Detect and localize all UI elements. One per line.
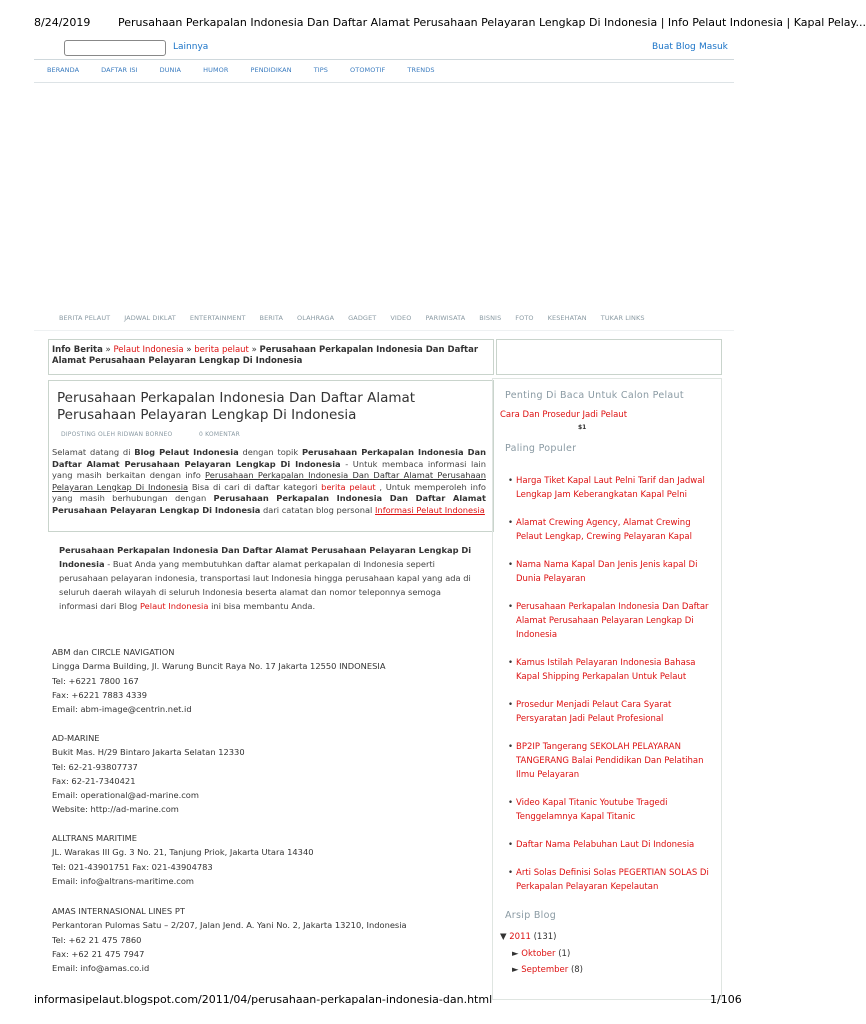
intro-post-link[interactable]: Perusahaan Perkapalan Indonesia Dan Daftar Alamat Perusahaan Pelayaran Lengkap Di Indonesia [52,470,486,492]
company-fax: Fax: 62-21-7340421 [52,775,136,786]
breadcrumb-separator: » [248,345,260,355]
popular-post-item[interactable] [508,698,716,726]
post-title: Perusahaan Perkapalan Indonesia Dan Daftar Alamat Perusahaan Pelayaran Lengkap Di Indonesia [57,390,416,423]
company-name: ABM dan CIRCLE NAVIGATION [52,647,175,657]
category-item[interactable]: FOTO [515,314,534,322]
category-item[interactable]: PARIWISATA [425,314,466,322]
print-page-number: 1/106 [710,993,742,1006]
breadcrumb-separator: » [102,345,114,355]
bullet-icon: • [508,658,514,668]
popular-post-link[interactable]: Perusahaan Perkapalan Indonesia Dan Daftar Alamat Perusahaan Pelayaran Lengkap Di Indonesia [516,602,709,640]
bullet-icon: • [508,868,514,878]
bullet-icon: • [508,798,514,808]
company-address: Perkantoran Pulomas Satu – 2/207, Jalan Jend. A. Yani No. 2, Jakarta 13210, Indonesia [52,920,407,931]
sidebar-count: $1 [578,424,587,431]
sidebar-heading-archive: Arsip Blog [505,910,557,921]
bullet-icon: • [508,700,514,710]
popular-post-item[interactable] [508,558,716,586]
menu-item-otomotif[interactable]: OTOMOTIF [350,66,386,74]
intro-blog-link[interactable]: Informasi Pelaut Indonesia [374,504,485,515]
bullet-icon: • [508,518,514,528]
popular-post-link[interactable]: Kamus Istilah Pelayaran Indonesia Bahasa Kapal Shipping Perkapalan Untuk Pelaut [516,658,696,682]
popular-post-link[interactable]: Video Kapal Titanic Youtube Tragedi Tenggelamnya Kapal Titanic [516,798,668,822]
lead-title: Perusahaan Perkapalan Indonesia Dan Daftar Alamat Perusahaan Pelayaran Lengkap Di Indonesia [59,545,472,569]
archive-month-count: (1) [558,949,571,959]
category-item[interactable]: TUKAR LINKS [600,314,645,322]
popular-post-link[interactable]: Nama Nama Kapal Dan Jenis Jenis kapal Di Dunia Pelayaran [516,560,698,584]
popular-post-item[interactable] [508,740,716,782]
menu-item-humor[interactable]: HUMOR [203,66,229,74]
print-url: informasipelaut.blogspot.com/2011/04/perusahaan-perkapalan-indonesia-dan.html [34,993,493,1006]
company-entry [52,904,472,975]
company-entry [52,731,472,817]
category-item[interactable]: JADWAL DIKLAT [124,314,176,322]
category-item[interactable]: BERITA PELAUT [59,314,111,322]
category-item[interactable]: OLAHRAGA [297,314,335,322]
company-name: AD-MARINE [52,733,100,743]
company-address: JL. Warakas III Gg. 3 No. 21, Tanjung Priok, Jakarta Utara 14340 [52,847,314,858]
company-website: Website: http://ad-marine.com [52,804,179,815]
intro-blog-name: Blog Pelaut Indonesia [134,447,239,457]
intro-topic: Perusahaan Perkapalan Indonesia Dan Daftar Alamat Perusahaan Pelayaran Lengkap Di Indonesia [52,493,486,515]
triangle-down-icon[interactable]: ▼ [500,932,507,942]
menu-item-beranda[interactable]: BERANDA [47,66,80,74]
company-fax: Fax: +62 21 475 7947 [52,948,145,959]
sidebar-heading-important: Penting Di Baca Untuk Calon Pelaut [505,390,684,401]
company-email: Email: info@amas.co.id [52,963,150,974]
create-blog-link[interactable]: Buat Blog [652,42,696,52]
lead-link[interactable]: Pelaut Indonesia [139,601,209,611]
archive-year-link[interactable]: 2011 [509,932,531,942]
intro-text: dengan topik [238,447,302,457]
breadcrumb-category[interactable]: berita pelaut [194,345,249,355]
main-menu [47,66,457,74]
category-item[interactable]: GADGET [348,314,377,322]
menu-item-daftar-isi[interactable]: DAFTAR ISI [101,66,138,74]
company-email: Email: operational@ad-marine.com [52,790,199,801]
menu-item-pendidikan[interactable]: PENDIDIKAN [250,66,292,74]
menu-item-tips[interactable]: TIPS [313,66,329,74]
popular-post-link[interactable]: Alamat Crewing Agency, Alamat Crewing Pelaut Lengkap, Crewing Pelayaran Kapal [516,518,692,542]
popular-post-item[interactable] [508,866,716,894]
breadcrumb-category[interactable]: Pelaut Indonesia [113,345,184,355]
archive-month-count: (8) [570,965,583,975]
archive-year-count: (131) [533,932,557,942]
menu-item-dunia[interactable]: DUNIA [159,66,182,74]
breadcrumb-separator: » [183,345,195,355]
category-menu-divider [34,330,734,331]
breadcrumb-home[interactable]: Info Berita [52,345,103,355]
navbar-more-link[interactable]: Lainnya [173,42,209,52]
category-item[interactable]: BISNIS [479,314,502,322]
sidebar-link-pelaut-procedure[interactable]: Cara Dan Prosedur Jadi Pelaut [500,410,628,420]
post-intro [52,447,486,517]
bullet-icon: • [508,476,514,486]
popular-post-link[interactable]: Harga Tiket Kapal Laut Pelni Tarif dan Jadwal Lengkap Jam Keberangkatan Kapal Pelni [516,476,705,500]
archive-year-2011[interactable] [500,932,556,942]
company-email: Email: abm-image@centrin.net.id [52,704,192,715]
intro-category-link[interactable]: berita pelaut [321,481,376,492]
intro-text: , Untuk memperoleh info yang masih berhubungan dengan [52,481,487,504]
sidebar-top-widget [496,339,722,375]
company-fax: Fax: +6221 7883 4339 [52,689,148,700]
intro-text: dari catatan blog personal [260,504,375,515]
category-item[interactable]: BERITA [259,314,284,322]
lead-text: - Buat Anda yang membutuhkan daftar alamat perkapalan di Indonesia seperti perusahaan pelayaran indonesia, transportasi laut Indonesia hingga perusahaan kapal yang ada di seluruh daerah wilayah di seluruh Indonesia beserta alamat dan nomor teleponnya semoga informasi dari Blog [59,559,471,611]
category-item[interactable]: ENTERTAINMENT [189,314,246,322]
archive-month-september[interactable] [512,965,583,975]
company-phone: Tel: +62 21 475 7860 [52,934,142,945]
popular-post-link[interactable]: Daftar Nama Pelabuhan Laut Di Indonesia [516,840,695,850]
triangle-right-icon[interactable]: ► [512,949,519,959]
category-item[interactable]: VIDEO [390,314,412,322]
sidebar-heading-popular: Paling Populer [505,443,577,454]
print-page-title: Perusahaan Perkapalan Indonesia Dan Daftar Alamat Perusahaan Pelayaran Lengkap Di Indonesia | Info Pelaut Indonesia | Kapal Pelay... [118,16,866,29]
popular-post-item[interactable] [508,474,716,502]
archive-month-link[interactable]: Oktober [521,949,556,959]
navbar-search-input[interactable] [64,40,166,56]
bullet-icon: • [508,602,514,612]
popular-post-item[interactable] [508,656,716,684]
intro-text: Selamat datang di [52,447,135,457]
category-item[interactable]: KESEHATAN [547,314,587,322]
popular-post-link[interactable]: Arti Solas Definisi Solas PEGERTIAN SOLAS Di Perkapalan Pelayaran Kepelautan [516,868,709,892]
company-address: Lingga Darma Building, Jl. Warung Buncit Raya No. 17 Jakarta 12550 INDONESIA [52,661,386,672]
menu-divider [34,82,734,83]
article-lead [59,543,479,613]
popular-post-item[interactable] [508,796,716,824]
archive-month-oktober[interactable] [512,949,570,959]
navbar-divider [34,59,734,60]
popular-posts-list [508,474,716,908]
login-link[interactable]: Masuk [699,42,728,52]
popular-post-item[interactable] [508,838,716,852]
archive-month-link[interactable]: September [521,965,569,975]
company-name: AMAS INTERNASIONAL LINES PT [52,906,185,916]
popular-post-link[interactable]: BP2IP Tangerang SEKOLAH PELAYARAN TANGERANG Balai Pendidikan Dan Pelatihan Ilmu Pelayaran [516,742,704,780]
company-phone: Tel: 62-21-93807737 [52,761,138,772]
intro-text: - Untuk membaca informasi lain yang masih berkaitan dengan info [52,458,486,481]
company-address: Bukit Mas. H/29 Bintaro Jakarta Selatan 12330 [52,747,245,758]
company-entry [52,831,472,888]
company-entry [52,645,472,716]
print-date: 8/24/2019 [34,16,91,29]
breadcrumb-current: Perusahaan Perkapalan Indonesia Dan Daftar Alamat Perusahaan Pelayaran Lengkap Di Indonesia [52,345,479,366]
company-phone: Tel: +6221 7800 167 [52,675,139,686]
bullet-icon: • [508,560,514,570]
post-comment-count[interactable]: 0 KOMENTAR [199,431,240,438]
popular-post-item[interactable] [508,516,716,544]
intro-topic: Perusahaan Perkapalan Indonesia Dan Daftar Alamat Perusahaan Pelayaran Lengkap Di Indonesia [52,447,486,469]
popular-post-item[interactable] [508,600,716,642]
popular-post-link[interactable]: Prosedur Menjadi Pelaut Cara Syarat Persyaratan Jadi Pelaut Profesional [516,700,672,724]
post-author[interactable]: DIPOSTING OLEH RIDWAN BORNEO [61,431,173,438]
breadcrumb [52,345,488,367]
bullet-icon: • [508,840,514,850]
triangle-right-icon[interactable]: ► [512,965,519,975]
intro-text: Bisa di cari di daftar kategori [188,481,322,492]
company-phone: Tel: 021-43901751 Fax: 021-43904783 [52,861,213,872]
company-name: ALLTRANS MARITIME [52,833,138,843]
category-menu [59,314,659,322]
bullet-icon: • [508,742,514,752]
menu-item-trends[interactable]: TRENDS [407,66,435,74]
company-email: Email: info@altrans-maritime.com [52,875,195,886]
lead-text: ini bisa membantu Anda. [208,601,316,611]
